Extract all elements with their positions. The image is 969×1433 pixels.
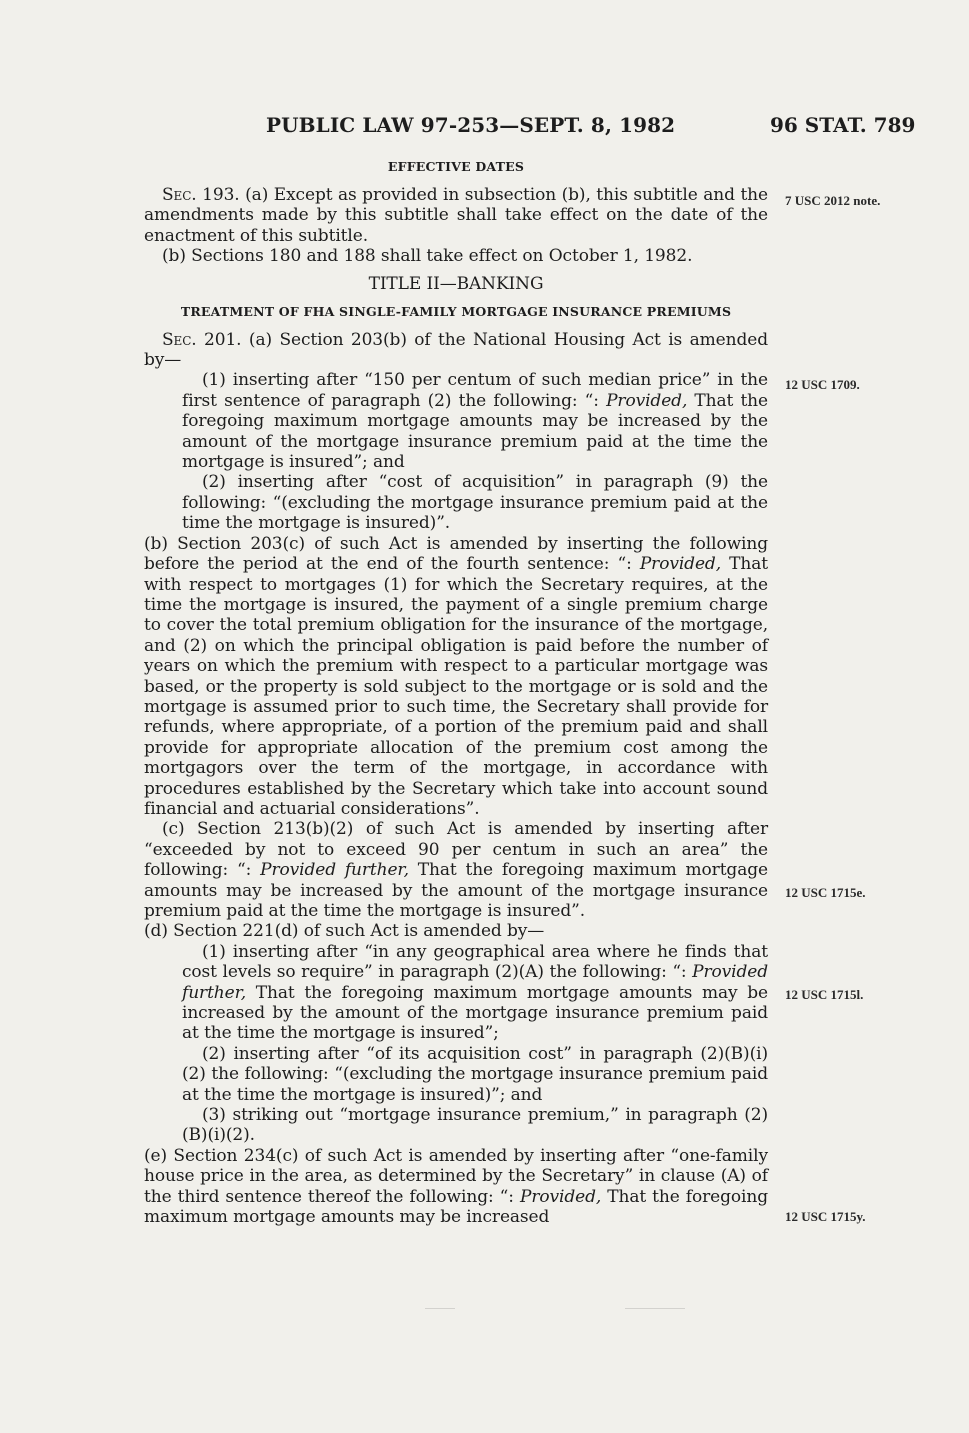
d1-text-end: That the foregoing maximum mortgage amounts may be increased by the amount of the mortgage insurance premium paid at the time the mortgage is insured”; xyxy=(182,982,768,1044)
b-proviso: Provided, xyxy=(639,554,721,575)
sec201-a1 xyxy=(182,370,768,472)
c-text-end: That the foregoing maximum mortgage amounts may be increased by the amount of the mortgage insurance premium paid at the time the mortgage is insured”. xyxy=(144,860,768,921)
sec201-intro-text: . 201. (a) Section 203(b) of the National Housing Act is amended by— xyxy=(144,329,768,371)
sec201-d-intro: (d) Section 221(d) of such Act is amended by— xyxy=(144,921,545,942)
sec-label: Sec xyxy=(162,185,192,205)
a1-text: (1) inserting after “150 per centum of such median price” in the first sentence of paragraph (2) the following: “: xyxy=(182,370,768,411)
section-caption-effective-dates: EFFECTIVE DATES xyxy=(387,159,525,174)
b-text: (b) Section 203(c) of such Act is amended by inserting the following before the period at the end of the fourth sentence: “: xyxy=(144,533,768,575)
running-head: PUBLIC LAW 97-253—SEPT. 8, 1982 xyxy=(266,113,676,137)
margin-note-7usc2012: 7 USC 2012 note. xyxy=(785,193,881,208)
statute-citation: 96 STAT. 789 xyxy=(770,113,916,137)
d1-proviso: Provided further, xyxy=(182,962,768,1003)
sec201-c xyxy=(144,819,768,921)
margin-note-12usc1715e: 12 USC 1715e. xyxy=(785,885,866,900)
a1-proviso: Provided, xyxy=(606,390,688,411)
section-caption-fha: TREATMENT OF FHA SINGLE-FAMILY MORTGAGE INSURANCE PREMIUMS xyxy=(180,303,732,319)
margin-note-12usc1715y: 12 USC 1715y. xyxy=(785,1209,866,1224)
e-proviso: Provided, xyxy=(519,1186,602,1207)
c-text: (c) Section 213(b)(2) of such Act is amended by inserting after “exceeded by not to exceed 90 per centum in such an area” the following: “: xyxy=(144,819,768,881)
c-proviso: Provided further, xyxy=(260,860,409,881)
sec-label: Sec xyxy=(162,329,192,350)
sec201-e xyxy=(144,1146,768,1228)
sec193-para-a-text: . 193. (a) Except as provided in subsection (b), this subtitle and the amendments made by this subtitle shall take effect on the date of the enactment of this subtitle. xyxy=(144,185,768,246)
d1-text: (1) inserting after “in any geographical area where he finds that cost levels so require” in paragraph (2)(A) the following: “: xyxy=(182,941,768,983)
smudge-mark xyxy=(425,1308,455,1309)
b-text-end: That with respect to mortgages (1) for which the Secretary requires, at the time the mortgage is insured, the payment of a single premium charge to cover the total premium obligation for the insurance of the mortgage, and (2) on which the principal obligation is paid before the number of years on which the premium with respect to a particular mortgage was based, or the property is sold subject to the mortgage or is sold and the mortgage is assumed prior to such time, the Secretary shall provide for refunds, where appropriate, of a portion of the premium paid and shall provide for appropriate allocation of the premium cost among the mortgagors over the term of the mortgage, in accordance with procedures established by the Secretary which take into account sound financial and actuarial considerations”. xyxy=(144,554,768,819)
sec201-b xyxy=(144,534,768,820)
smudge-mark xyxy=(625,1308,685,1309)
sec201-d1 xyxy=(182,942,768,1044)
title-heading: TITLE II—BANKING xyxy=(368,273,544,294)
e-text: (e) Section 234(c) of such Act is amended by inserting after “one-family house price in the area, as determined by the Secretary” in clause (A) of the third sentence thereof the following: “: xyxy=(144,1145,768,1207)
sec201-d3: (3) striking out “mortgage insurance premium,” in paragraph (2)(B)(i)(2). xyxy=(182,1105,768,1146)
sec201-intro xyxy=(144,330,768,371)
sec201-d2: (2) inserting after “of its acquisition cost” in paragraph (2)(B)(i)(2) the following: “(excluding the mortgage insurance premium paid at the time the mortgage is insured)”; and xyxy=(182,1043,768,1105)
e-text-end: That the foregoing maximum mortgage amounts may be increased xyxy=(144,1186,768,1228)
sec193-para-a xyxy=(144,185,768,246)
sec201-a2: (2) inserting after “cost of acquisition” in paragraph (9) the following: “(excluding the mortgage insurance premium paid at the time the mortgage is insured)”. xyxy=(182,472,768,534)
a1-text-end: That the foregoing maximum mortgage amounts may be increased by the amount of the mortgage insurance premium paid at the time the mortgage is insured”; and xyxy=(182,390,768,473)
sec193-para-b: (b) Sections 180 and 188 shall take effect on October 1, 1982. xyxy=(162,246,693,267)
margin-note-12usc1715l: 12 USC 1715l. xyxy=(785,987,864,1002)
body-text xyxy=(144,157,768,1228)
page-header xyxy=(0,113,969,147)
margin-note-12usc1709: 12 USC 1709. xyxy=(785,377,860,392)
